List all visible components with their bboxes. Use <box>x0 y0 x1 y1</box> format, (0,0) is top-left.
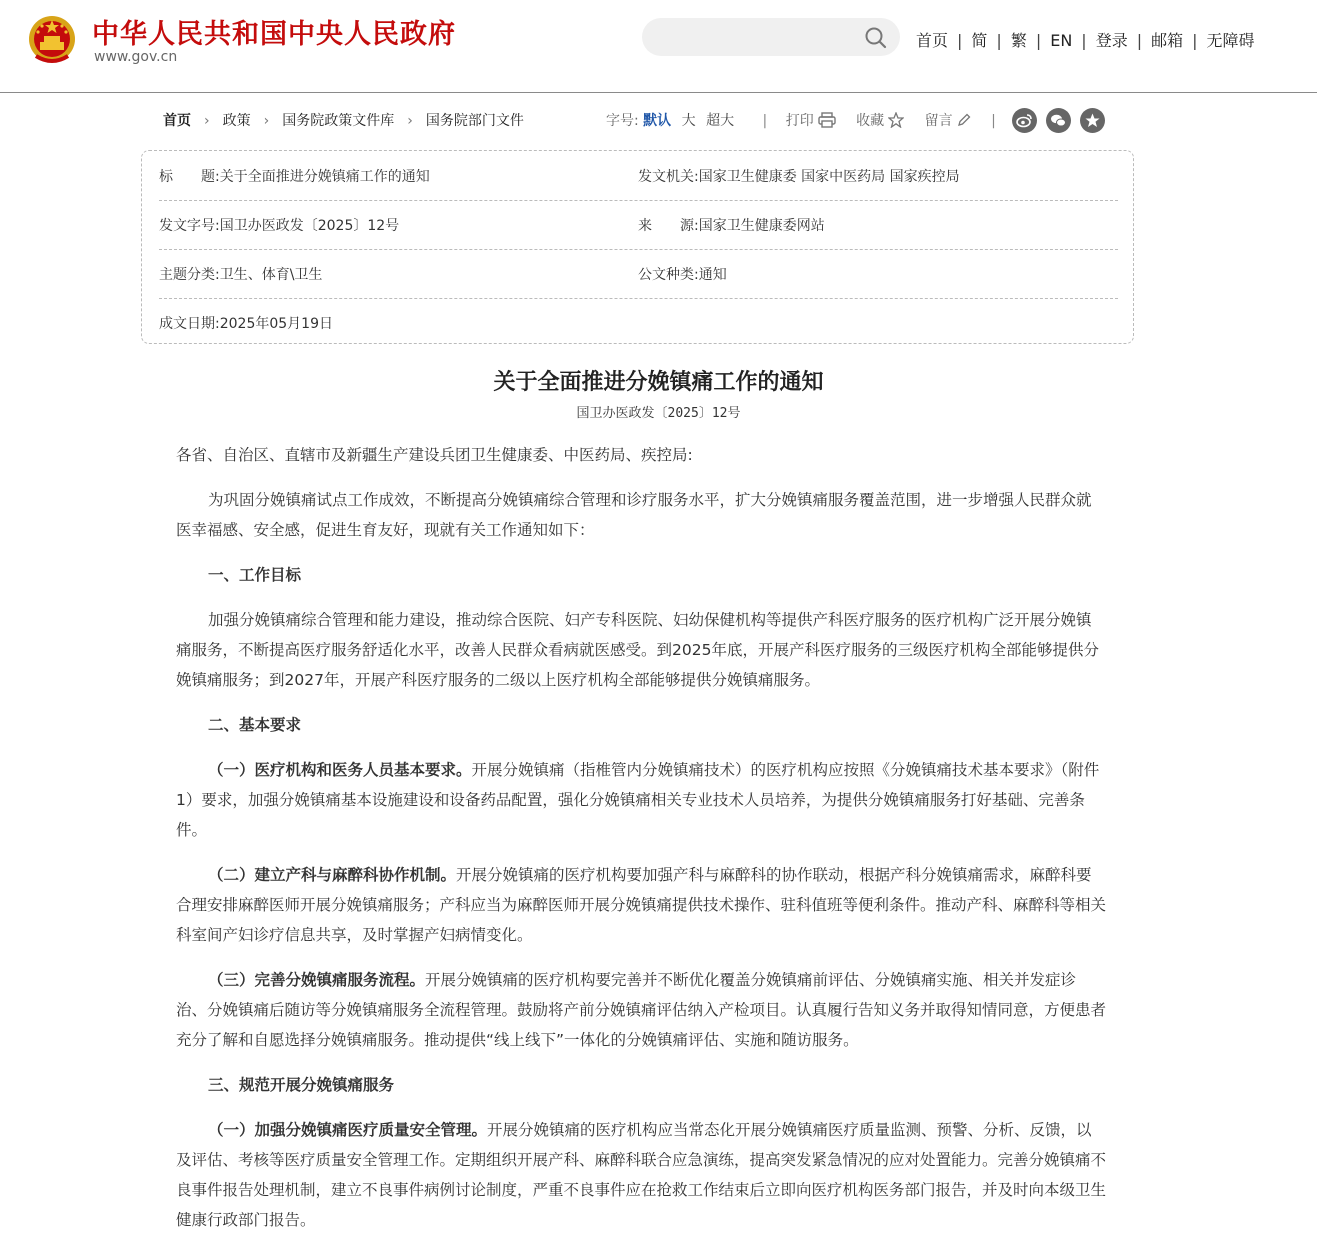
font-size-default[interactable]: 默认 <box>643 113 672 129</box>
breadcrumb <box>163 110 524 134</box>
nav-accessibility-link[interactable]: 无障碍 <box>1206 31 1255 50</box>
nav-traditional-link[interactable]: 繁 <box>1010 31 1027 50</box>
info-row <box>159 151 1118 201</box>
top-nav <box>916 28 1255 51</box>
section-heading-1 <box>176 560 1106 590</box>
info-key: 发文字号: <box>159 218 220 234</box>
article-salutation <box>176 440 1106 470</box>
chevron-right-icon: › <box>263 113 270 129</box>
item-heading: （二）建立产科与麻醉科协作机制。 <box>208 866 457 884</box>
paragraph-text: 加强分娩镇痛综合管理和能力建设，推动综合医院、妇产专科医院、妇幼保健机构等提供产科医疗服务的医疗机构广泛开展分娩镇痛服务，不断提高医疗服务舒适化水平，改善人民群众看病就医感受。到2025年底，开展产科医疗服务的三级医疗机构全部能够提供分娩镇痛服务；到2027年，开展产科医疗服务的二级以上医疗机构全部能够提供分娩镇痛服务。 <box>176 611 1099 689</box>
info-key: 公文种类: <box>638 267 699 283</box>
nav-separator: | <box>957 31 963 50</box>
chevron-right-icon: › <box>204 113 210 129</box>
item-heading: （一）加强分娩镇痛医疗质量安全管理。 <box>208 1121 488 1139</box>
section-2-item-3 <box>176 965 1106 1055</box>
nav-mail-link[interactable]: 邮箱 <box>1151 31 1184 50</box>
item-heading: （三）完善分娩镇痛服务流程。 <box>208 971 426 989</box>
star-icon <box>888 112 904 128</box>
font-size-xlarge[interactable]: 超大 <box>706 113 735 129</box>
info-key: 成文日期: <box>159 316 220 332</box>
site-url: www.gov.cn <box>94 49 178 65</box>
article-title: 关于全面推进分娩镇痛工作的通知 <box>493 369 824 395</box>
site-header <box>0 0 1317 93</box>
star-glyph <box>1084 112 1101 129</box>
heading-text: 三、规范开展分娩镇痛服务 <box>208 1076 395 1094</box>
nav-simplified-link[interactable]: 简 <box>971 31 988 50</box>
nav-login-link[interactable]: 登录 <box>1095 31 1128 50</box>
print-icon <box>818 112 836 128</box>
wechat-icon[interactable] <box>1046 108 1071 133</box>
info-value: 国家卫生健康委 国家中医药局 国家疾控局 <box>698 169 960 185</box>
font-size-label: 字号: <box>606 113 639 129</box>
info-source <box>638 215 825 235</box>
section-1-paragraph <box>176 605 1106 695</box>
favorite-button[interactable] <box>856 110 904 130</box>
search-box <box>642 18 900 56</box>
paragraph-text <box>176 965 1106 1055</box>
info-row <box>159 298 1118 347</box>
national-emblem-icon[interactable] <box>28 12 76 66</box>
info-value: 卫生、体育\卫生 <box>219 267 323 283</box>
info-key: 来 源: <box>638 218 699 234</box>
nav-english-link[interactable]: EN <box>1050 31 1073 50</box>
info-value: 2025年05月19日 <box>219 316 333 332</box>
favorite-label: 收藏 <box>856 113 885 129</box>
print-button[interactable] <box>786 110 836 130</box>
pencil-icon <box>957 113 971 127</box>
favorite-share-icon[interactable] <box>1080 108 1105 133</box>
info-doc-type <box>638 264 727 284</box>
tools-separator: | <box>991 113 996 129</box>
section-2-item-2 <box>176 860 1106 950</box>
item-heading: （一）医疗机构和医务人员基本要求。 <box>208 761 472 779</box>
document-info-table <box>141 150 1134 344</box>
section-2-item-1 <box>176 755 1106 845</box>
salutation-text: 各省、自治区、直辖市及新疆生产建设兵团卫生健康委、中医药局、疾控局: <box>176 446 693 464</box>
search-icon[interactable] <box>864 26 888 50</box>
article-doc-number: 国卫办医政发〔2025〕12号 <box>576 406 741 421</box>
tools-separator: | <box>762 113 768 129</box>
intro-paragraph: 为巩固分娩镇痛试点工作成效，不断提高分娩镇痛综合管理和诊疗服务水平，扩大分娩镇痛服务覆盖范围，进一步增强人民群众就医幸福感、安全感，促进生育友好，现就有关工作通知如下： <box>176 491 1092 539</box>
breadcrumb-dept-docs[interactable]: 国务院部门文件 <box>425 113 524 129</box>
comment-button[interactable] <box>925 110 971 130</box>
info-topic <box>159 264 322 284</box>
breadcrumb-policy-library[interactable]: 国务院政策文件库 <box>282 113 395 129</box>
print-label: 打印 <box>785 113 814 129</box>
article-tools <box>606 110 1010 134</box>
info-key: 标 题: <box>159 169 220 185</box>
info-row <box>159 200 1118 250</box>
paragraph-text <box>176 1115 1106 1235</box>
info-value: 通知 <box>698 267 727 283</box>
paragraph-text <box>176 860 1106 950</box>
info-key: 主题分类: <box>159 267 220 283</box>
breadcrumb-home[interactable]: 首页 <box>163 113 191 129</box>
nav-separator: | <box>996 31 1002 50</box>
breadcrumb-policy[interactable]: 政策 <box>222 113 251 129</box>
info-value: 国卫办医政发〔2025〕12号 <box>219 218 400 234</box>
info-date <box>159 313 333 333</box>
section-heading-3 <box>176 1070 1106 1100</box>
info-issuer <box>638 166 960 186</box>
info-doc-no <box>159 215 399 235</box>
wechat-glyph <box>1050 112 1067 129</box>
chevron-right-icon: › <box>407 113 413 129</box>
nav-separator: | <box>1035 31 1042 50</box>
heading-text: 一、工作目标 <box>208 566 302 584</box>
item-body: 开展分娩镇痛的医疗机构要完善并不断优化覆盖分娩镇痛前评估、分娩镇痛实施、相关并发症诊治、分娩镇痛后随访等分娩镇痛服务全流程管理。鼓励将产前分娩镇痛评估纳入产检项目。认真履行告知义务并取得知情同意，方便患者充分了解和自愿选择分娩镇痛服务。推动提供“线上线下”一体化的分娩镇痛评估、实施和随访服务。 <box>176 971 1107 1049</box>
info-row <box>159 249 1118 299</box>
section-heading-2 <box>176 710 1106 740</box>
item-body: 开展分娩镇痛（指椎管内分娩镇痛技术）的医疗机构应按照《分娩镇痛技术基本要求》（附件1）要求，加强分娩镇痛基本设施建设和设备药品配置，强化分娩镇痛相关专业技术人员培养，为提供分娩镇痛服务打好基础、完善条件。 <box>176 761 1100 839</box>
item-body: 开展分娩镇痛的医疗机构应当常态化开展分娩镇痛医疗质量监测、预警、分析、反馈，以及评估、考核等医疗质量安全管理工作。定期组织开展产科、麻醉科联合应急演练，提高突发紧急情况的应对处置能力。完善分娩镇痛不良事件报告处理机制，建立不良事件病例讨论制度，严重不良事件应在抢救工作结束后立即向医疗机构医务部门报告，并及时向本级卫生健康行政部门报告。 <box>176 1121 1107 1229</box>
item-body: 开展分娩镇痛的医疗机构要加强产科与麻醉科的协作联动，根据产科分娩镇痛需求，麻醉科要合理安排麻醉医师开展分娩镇痛服务；产科应当为麻醉医师开展分娩镇痛提供技术操作、驻科值班等便利条件。推动产科、麻醉科等相关科室间产妇诊疗信息共享，及时掌握产妇病情变化。 <box>176 866 1107 944</box>
info-value: 关于全面推进分娩镇痛工作的通知 <box>219 169 430 185</box>
info-title <box>159 166 430 186</box>
nav-separator: | <box>1081 31 1087 50</box>
info-value: 国家卫生健康委网站 <box>698 218 825 234</box>
site-title[interactable]: 中华人民共和国中央人民政府 <box>92 19 456 50</box>
info-key: 发文机关: <box>638 169 699 185</box>
paragraph-text <box>176 755 1106 845</box>
nav-separator: | <box>1192 31 1198 50</box>
nav-separator: | <box>1136 31 1143 50</box>
weibo-icon[interactable] <box>1012 108 1037 133</box>
font-size-large[interactable]: 大 <box>681 113 696 129</box>
comment-label: 留言 <box>924 113 953 129</box>
weibo-glyph <box>1016 112 1033 129</box>
search-input[interactable] <box>660 18 864 58</box>
share-bar <box>1012 108 1114 133</box>
nav-home-link[interactable]: 首页 <box>916 31 949 50</box>
article-intro <box>176 485 1106 545</box>
heading-text: 二、基本要求 <box>208 716 302 734</box>
section-3-item-1 <box>176 1115 1106 1235</box>
